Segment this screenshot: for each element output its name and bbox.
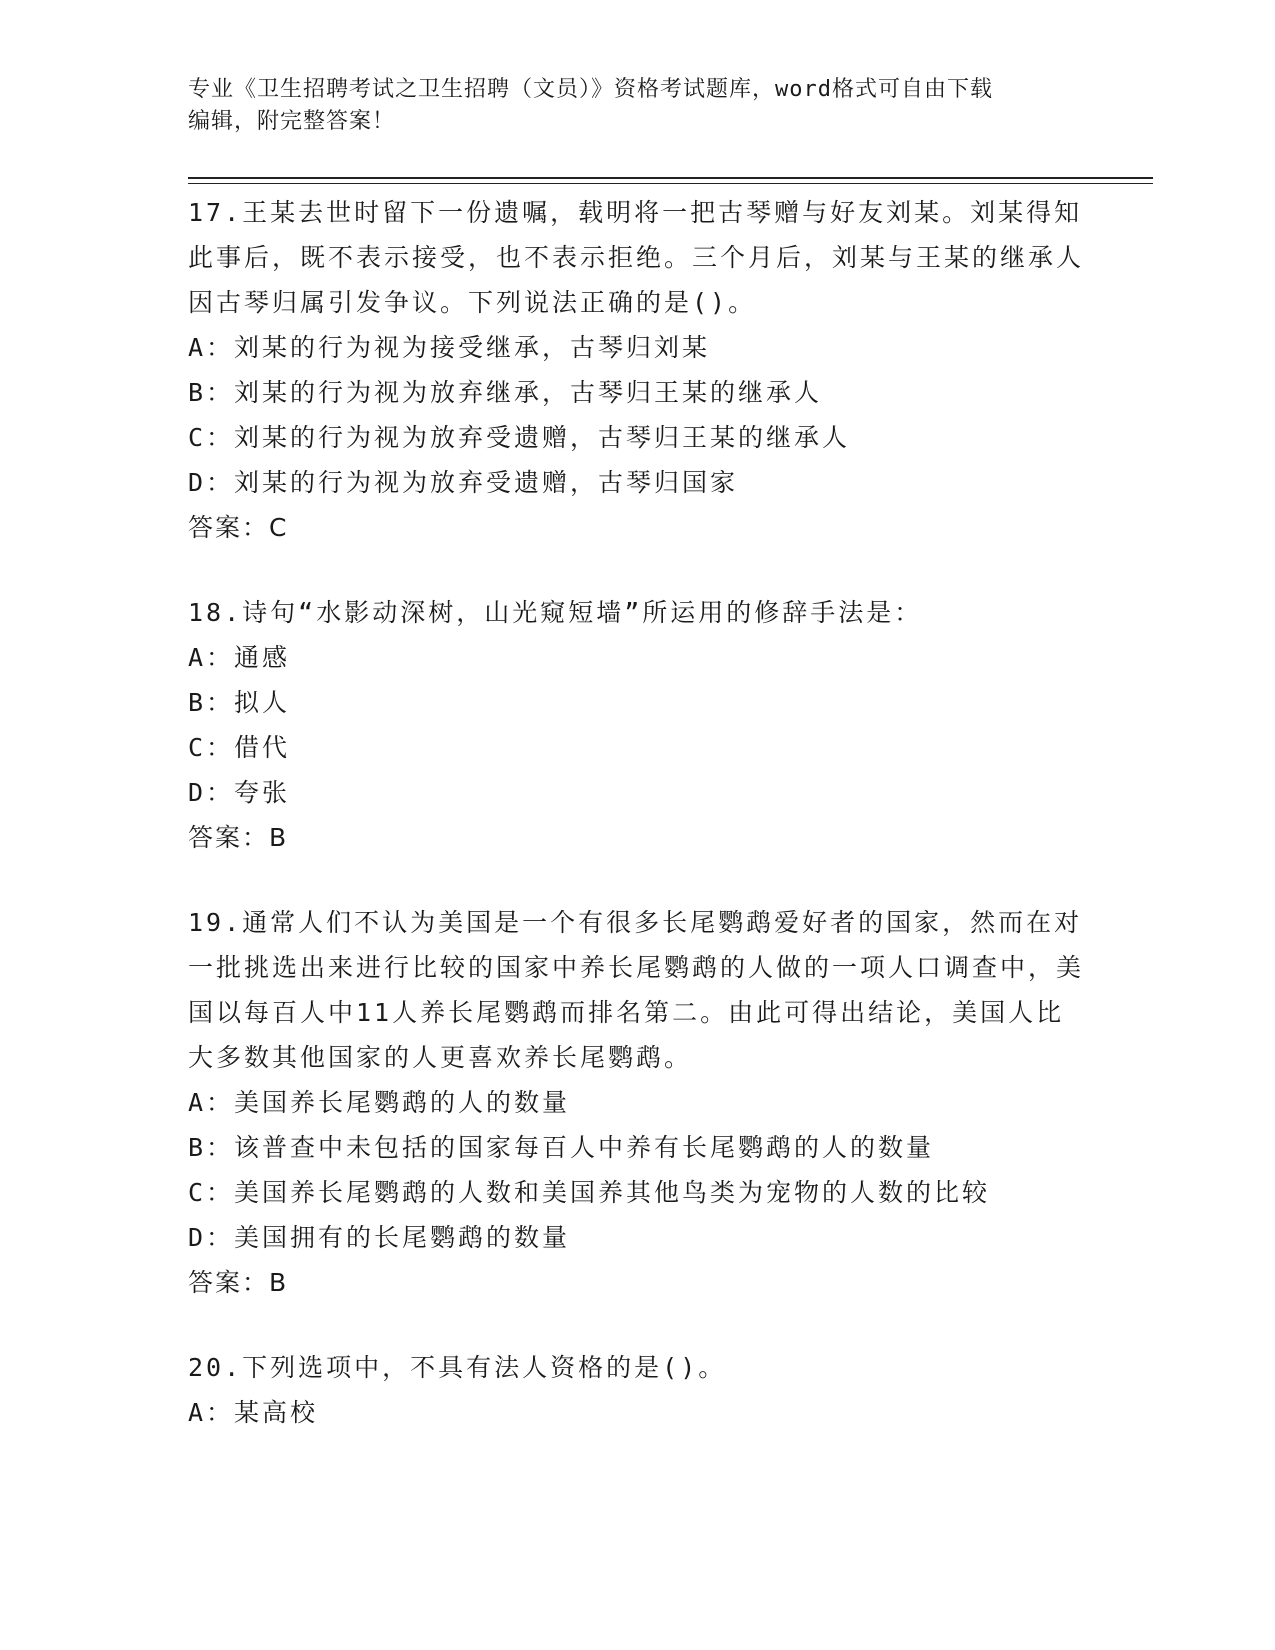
header-line-2: 编辑，附完整答案！ — [188, 109, 396, 134]
question-stem: 18.诗句“水影动深树，山光窥短墙”所运用的修辞手法是： — [188, 598, 923, 627]
option-a: A：某高校 — [188, 1398, 319, 1427]
option-c: C：借代 — [188, 733, 291, 762]
option-c: C：美国养长尾鹦鹉的人数和美国养其他鸟类为宠物的人数的比较 — [188, 1178, 991, 1207]
option-a: A：通感 — [188, 643, 291, 672]
option-c: C：刘某的行为视为放弃受遗赠，古琴归王某的继承人 — [188, 423, 851, 452]
option-d: D：美国拥有的长尾鹦鹉的数量 — [188, 1223, 571, 1252]
answer-label: 答案：C — [188, 513, 289, 542]
question-stem: 17.王某去世时留下一份遗嘱，载明将一把古琴赠与好友刘某。刘某得知此事后，既不表示接受，也不表示拒绝。三个月后，刘某与王某的继承人因古琴归属引发争议。下列说法正确的是()。 — [188, 198, 1085, 317]
question-18 — [188, 590, 1088, 860]
question-stem: 19.通常人们不认为美国是一个有很多长尾鹦鹉爱好者的国家，然而在对一批挑选出来进行比较的国家中养长尾鹦鹉的人做的一项人口调查中，美国以每百人中11人养长尾鹦鹉而排名第二。由此可得出结论，美国人比大多数其他国家的人更喜欢养长尾鹦鹉。 — [188, 908, 1085, 1072]
option-a: A：美国养长尾鹦鹉的人的数量 — [188, 1088, 571, 1117]
header-line-1: 专业《卫生招聘考试之卫生招聘（文员）》资格考试题库，word格式可自由下载 — [188, 77, 993, 102]
option-b: B：拟人 — [188, 688, 291, 717]
answer-label: 答案：B — [188, 1268, 289, 1297]
option-a: A：刘某的行为视为接受继承，古琴归刘某 — [188, 333, 711, 362]
question-20 — [188, 1345, 1088, 1435]
option-b: B：刘某的行为视为放弃继承，古琴归王某的继承人 — [188, 378, 823, 407]
question-17 — [188, 190, 1088, 550]
option-b: B：该普查中未包括的国家每百人中养有长尾鹦鹉的人的数量 — [188, 1133, 935, 1162]
question-stem: 20.下列选项中，不具有法人资格的是()。 — [188, 1353, 727, 1382]
header-divider-thin — [188, 183, 1153, 184]
answer-label: 答案：B — [188, 823, 289, 852]
document-header — [188, 74, 1068, 138]
question-19 — [188, 900, 1088, 1305]
header-divider-thick — [188, 177, 1153, 179]
question-list — [188, 190, 1088, 1475]
option-d: D：刘某的行为视为放弃受遗赠，古琴归国家 — [188, 468, 739, 497]
option-d: D：夸张 — [188, 778, 291, 807]
